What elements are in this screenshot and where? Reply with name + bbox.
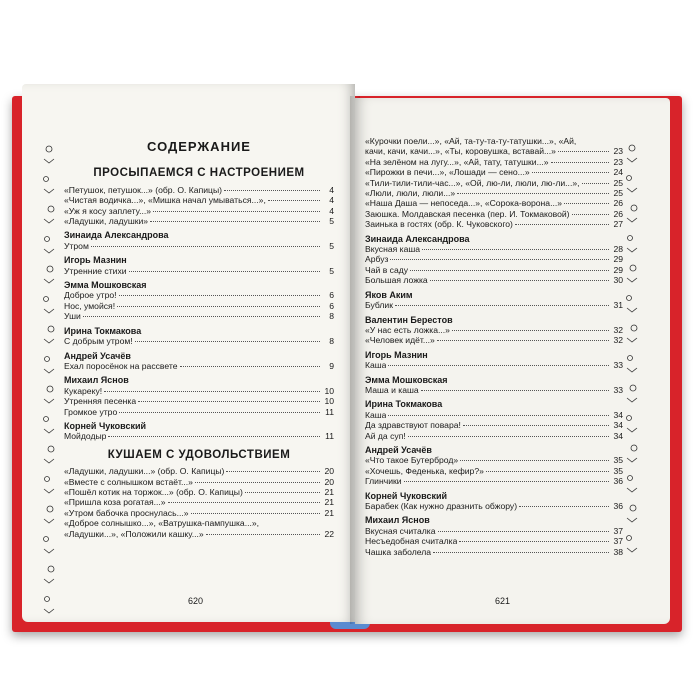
entry-page: 6 — [329, 300, 334, 311]
leader-dots — [195, 482, 320, 483]
toc-entry — [365, 198, 623, 208]
entry-page: 25 — [613, 188, 623, 199]
leader-dots — [168, 502, 320, 503]
floral-border-ornament-left — [40, 139, 58, 622]
author-name: Зинаида Александрова — [64, 230, 169, 241]
entry-title: качи, качи, качи...», «Ты, коровушка, вставай...» — [365, 146, 556, 157]
entry-page: 4 — [329, 195, 334, 206]
entry-title: «Пришла коза рогатая...» — [64, 497, 166, 508]
entry-page: 23 — [613, 146, 623, 157]
entry-page: 23 — [613, 156, 623, 167]
entry-title: Большая ложка — [365, 275, 428, 286]
entry-page: 35 — [613, 455, 623, 466]
entry-title: Каша — [365, 360, 387, 371]
entry-page: 21 — [324, 486, 334, 497]
leader-dots — [452, 330, 609, 331]
leader-dots — [532, 172, 609, 173]
toc-entry — [365, 526, 623, 536]
entry-page: 34 — [613, 409, 623, 420]
leader-dots — [558, 151, 609, 152]
leader-dots — [572, 214, 609, 215]
entry-title: Нос, умойся! — [64, 300, 116, 311]
contents-heading: СОДЕРЖАНИЕ — [147, 139, 251, 154]
leader-dots — [138, 401, 320, 402]
toc-entry — [64, 508, 334, 518]
entry-page: 5 — [329, 216, 334, 227]
entry-title: «Ладушки...», «Положили кашку...» — [64, 528, 204, 539]
entry-title: «Вместе с солнышком встаёт...» — [64, 476, 193, 487]
author-name: Михаил Яснов — [64, 375, 129, 386]
toc-entry — [64, 466, 334, 476]
author-name: Ирина Токмакова — [64, 325, 142, 336]
leader-dots — [119, 412, 320, 413]
toc-entry — [365, 547, 623, 557]
entry-title: «Пирожки в печи...», «Лошади — сено...» — [365, 167, 530, 178]
toc-entry — [64, 185, 334, 195]
entry-title: «Ладушки, ладушки» — [64, 216, 149, 227]
author-name: Андрей Усачёв — [365, 444, 432, 455]
toc-entry — [365, 219, 623, 229]
leader-dots — [388, 365, 609, 366]
table-of-contents-right — [365, 136, 623, 557]
entry-title: Бублик — [365, 300, 393, 311]
author-name: Игорь Мазнин — [365, 349, 428, 360]
entry-title: Громкое утро — [64, 406, 118, 417]
leader-dots — [104, 391, 320, 392]
toc-entry — [64, 336, 334, 346]
entry-title: Да здравствуют повара! — [365, 420, 461, 431]
entry-page: 24 — [613, 167, 623, 178]
entry-page: 37 — [613, 525, 623, 536]
toc-entry — [64, 195, 334, 205]
entry-title: «У нас есть ложка...» — [365, 324, 450, 335]
toc-entry — [64, 206, 334, 216]
page-number: 620 — [188, 596, 204, 606]
toc-entry — [365, 501, 623, 511]
toc-entry — [64, 241, 334, 251]
entry-title: «Человек идёт...» — [365, 335, 435, 346]
entry-title: «Пошёл котик на торжок...» (обр. О. Капицы) — [64, 486, 243, 497]
toc-entry — [64, 301, 334, 311]
entry-title: «Уж я косу заплету...» — [64, 205, 152, 216]
leader-dots — [564, 203, 609, 204]
toc-entry — [365, 178, 623, 188]
entry-page: 21 — [324, 507, 334, 518]
toc-entry — [365, 420, 623, 430]
author-name: Яков Аким — [365, 289, 413, 300]
leader-dots — [150, 221, 320, 222]
leader-dots — [459, 541, 609, 542]
left-page — [22, 84, 355, 622]
leader-dots — [108, 436, 320, 437]
entry-page: 29 — [613, 264, 623, 275]
right-groups — [365, 136, 623, 557]
toc-entry — [365, 466, 623, 476]
toc-entry — [64, 290, 334, 300]
entry-title: «Хочешь, Феденька, кефир?» — [365, 465, 484, 476]
entry-title: «Чистая водичка...», «Мишка начал умываться...», — [64, 195, 266, 206]
entry-title: Маша и каша — [365, 384, 419, 395]
entry-title: «Доброе солнышко...», «Ватрушка-пампушка...», — [64, 518, 260, 529]
entry-page: 8 — [329, 336, 334, 347]
leader-dots — [91, 246, 320, 247]
author-name: Корней Чуковский — [365, 490, 448, 501]
leader-dots — [430, 280, 609, 281]
entry-page: 34 — [613, 430, 623, 441]
toc-entry — [64, 407, 334, 417]
entry-page: 4 — [329, 184, 334, 195]
entry-page: 35 — [613, 465, 623, 476]
leader-dots — [410, 270, 609, 271]
leader-dots — [486, 471, 609, 472]
toc-entry — [64, 518, 334, 528]
toc-entry — [64, 431, 334, 441]
entry-title: Мойдодыр — [64, 431, 107, 442]
author-name: Михаил Яснов — [365, 515, 430, 526]
entry-page: 11 — [325, 431, 334, 442]
toc-entry — [365, 167, 623, 177]
toc-entry — [365, 254, 623, 264]
entry-page: 8 — [329, 311, 334, 322]
entry-page: 36 — [613, 476, 623, 487]
entry-title: Вкусная считалка — [365, 525, 436, 536]
entry-page: 25 — [613, 177, 623, 188]
toc-entry — [365, 244, 623, 254]
entry-page: 4 — [329, 205, 334, 216]
toc-entry — [365, 455, 623, 465]
page-number: 621 — [495, 596, 511, 606]
entry-page: 28 — [613, 244, 623, 255]
author-name: Зинаида Александрова — [365, 233, 470, 244]
entry-page: 9 — [329, 360, 334, 371]
entry-title: Ехал поросёнок на рассвете — [64, 360, 178, 371]
leader-dots — [433, 552, 609, 553]
entry-title: Утренние стихи — [64, 265, 127, 276]
leader-dots — [404, 481, 609, 482]
entry-title: Вкусная каша — [365, 244, 421, 255]
left-sections — [64, 168, 334, 539]
entry-page: 32 — [613, 335, 623, 346]
entry-title: «Тили-тили-тили-час...», «Ой, лю-ли, люли, лю-ли...», — [365, 177, 580, 188]
toc-entry — [365, 335, 623, 345]
entry-title: Ай да суп! — [365, 430, 406, 441]
toc-entry — [365, 476, 623, 486]
entry-title: Несъедобная считалка — [365, 536, 458, 547]
toc-entry — [64, 266, 334, 276]
entry-title: «Утром бабочка проснулась...» — [64, 507, 189, 518]
entry-title: Утром — [64, 240, 89, 251]
toc-entry — [365, 136, 623, 146]
leader-dots — [224, 190, 320, 191]
toc-entry — [365, 410, 623, 420]
toc-entry — [365, 188, 623, 198]
toc-entry — [365, 146, 623, 156]
entry-page: 11 — [325, 406, 334, 417]
leader-dots — [438, 531, 610, 532]
author-name: Ирина Токмакова — [365, 399, 443, 410]
entry-title: «Петушок, петушок...» (обр. О. Капицы) — [64, 184, 223, 195]
leader-dots — [191, 513, 320, 514]
entry-page: 36 — [613, 501, 623, 511]
toc-entry — [365, 325, 623, 335]
leader-dots — [457, 193, 609, 194]
entry-title: «Наша Даша — непоседа...», «Сорока-ворона...» — [365, 198, 563, 209]
section-heading: ПРОСЫПАЕМСЯ С НАСТРОЕНИЕМ — [93, 167, 305, 180]
entry-title: «Курочки поели...», «Ай, та-ту-та-ту-татушки...», «Ай, — [365, 136, 577, 146]
section-heading: КУШАЕМ С УДОВОЛЬСТВИЕМ — [107, 448, 291, 461]
entry-page: 6 — [329, 290, 334, 301]
entry-title: С добрым утром! — [64, 336, 133, 347]
leader-dots — [129, 271, 320, 272]
toc-entry — [64, 529, 334, 539]
leader-dots — [460, 460, 609, 461]
entry-title: Кукареку! — [64, 385, 103, 396]
leader-dots — [117, 306, 320, 307]
author-name: Эмма Мошковская — [64, 280, 147, 291]
toc-entry — [365, 265, 623, 275]
author-name: Валентин Берестов — [365, 314, 453, 325]
toc-entry — [365, 431, 623, 441]
entry-page: 38 — [613, 546, 623, 557]
leader-dots — [421, 390, 609, 391]
leader-dots — [153, 211, 320, 212]
entry-title: Барабек (Как нужно дразнить обжору) — [365, 501, 518, 511]
toc-entry — [64, 487, 334, 497]
entry-page: 10 — [324, 385, 334, 396]
leader-dots — [390, 259, 609, 260]
author-name: Андрей Усачёв — [64, 350, 131, 361]
entry-page: 29 — [613, 254, 623, 265]
toc-entry — [64, 311, 334, 321]
toc-entry — [365, 385, 623, 395]
entry-title: «Что такое Бутерброд» — [365, 455, 459, 466]
entry-page: 5 — [329, 240, 334, 251]
entry-title: Заюшка. Молдавская песенка (пер. И. Токмаковой) — [365, 208, 570, 219]
toc-entry — [365, 536, 623, 546]
leader-dots — [551, 162, 609, 163]
floral-border-ornament-right — [623, 138, 641, 568]
toc-entry — [64, 396, 334, 406]
entry-page: 32 — [613, 324, 623, 335]
entry-page: 22 — [324, 528, 334, 539]
entry-page: 20 — [324, 476, 334, 487]
entry-page: 5 — [329, 265, 334, 276]
toc-entry — [64, 477, 334, 487]
entry-title: «На зелёном на лугу...», «Ай, тату, татушки...» — [365, 156, 549, 167]
leader-dots — [519, 506, 609, 507]
entry-page: 26 — [613, 198, 623, 209]
author-name: Эмма Мошковская — [365, 374, 448, 385]
toc-entry — [365, 275, 623, 285]
leader-dots — [135, 341, 320, 342]
entry-page: 33 — [613, 360, 623, 371]
leader-dots — [245, 492, 320, 493]
entry-title: Доброе утро! — [64, 290, 117, 301]
table-of-contents-left — [64, 139, 334, 539]
entry-title: «Люли, люли, люли...» — [365, 188, 456, 199]
leader-dots — [422, 249, 609, 250]
toc-entry — [365, 360, 623, 370]
entry-page: 33 — [613, 384, 623, 395]
entry-page: 30 — [613, 275, 623, 286]
leader-dots — [268, 200, 320, 201]
leader-dots — [119, 295, 320, 296]
entry-page: 34 — [613, 420, 623, 431]
entry-title: Уши — [64, 311, 81, 322]
leader-dots — [388, 415, 609, 416]
leader-dots — [515, 224, 609, 225]
toc-entry — [365, 209, 623, 219]
entry-title: Чашка заболела — [365, 546, 432, 557]
entry-page: 21 — [324, 497, 334, 508]
entry-page: 26 — [613, 208, 623, 219]
toc-entry — [64, 361, 334, 371]
leader-dots — [408, 436, 609, 437]
toc-entry — [64, 497, 334, 507]
entry-title: «Ладушки, ладушки...» (обр. О. Капицы) — [64, 466, 225, 477]
entry-page: 10 — [324, 396, 334, 407]
right-page — [355, 98, 670, 624]
entry-title: Утренняя песенка — [64, 396, 137, 407]
leader-dots — [83, 316, 320, 317]
toc-entry — [64, 386, 334, 396]
toc-entry — [365, 300, 623, 310]
entry-title: Глинчики — [365, 476, 402, 487]
toc-entry — [64, 216, 334, 226]
entry-title: Заинька в гостях (обр. К. Чуковского) — [365, 219, 513, 230]
leader-dots — [463, 425, 609, 426]
entry-title: Каша — [365, 409, 387, 420]
leader-dots — [226, 471, 320, 472]
entry-title: Чай в саду — [365, 264, 409, 275]
entry-page: 31 — [613, 300, 623, 311]
leader-dots — [395, 305, 609, 306]
entry-title: Арбуз — [365, 254, 389, 265]
entry-page: 20 — [324, 466, 334, 477]
leader-dots — [180, 366, 320, 367]
toc-entry — [365, 157, 623, 167]
entry-page: 37 — [613, 536, 623, 547]
leader-dots — [582, 183, 609, 184]
leader-dots — [206, 534, 320, 535]
author-name: Игорь Мазнин — [64, 255, 127, 266]
leader-dots — [437, 340, 609, 341]
author-name: Корней Чуковский — [64, 420, 147, 431]
entry-page: 27 — [613, 219, 623, 230]
